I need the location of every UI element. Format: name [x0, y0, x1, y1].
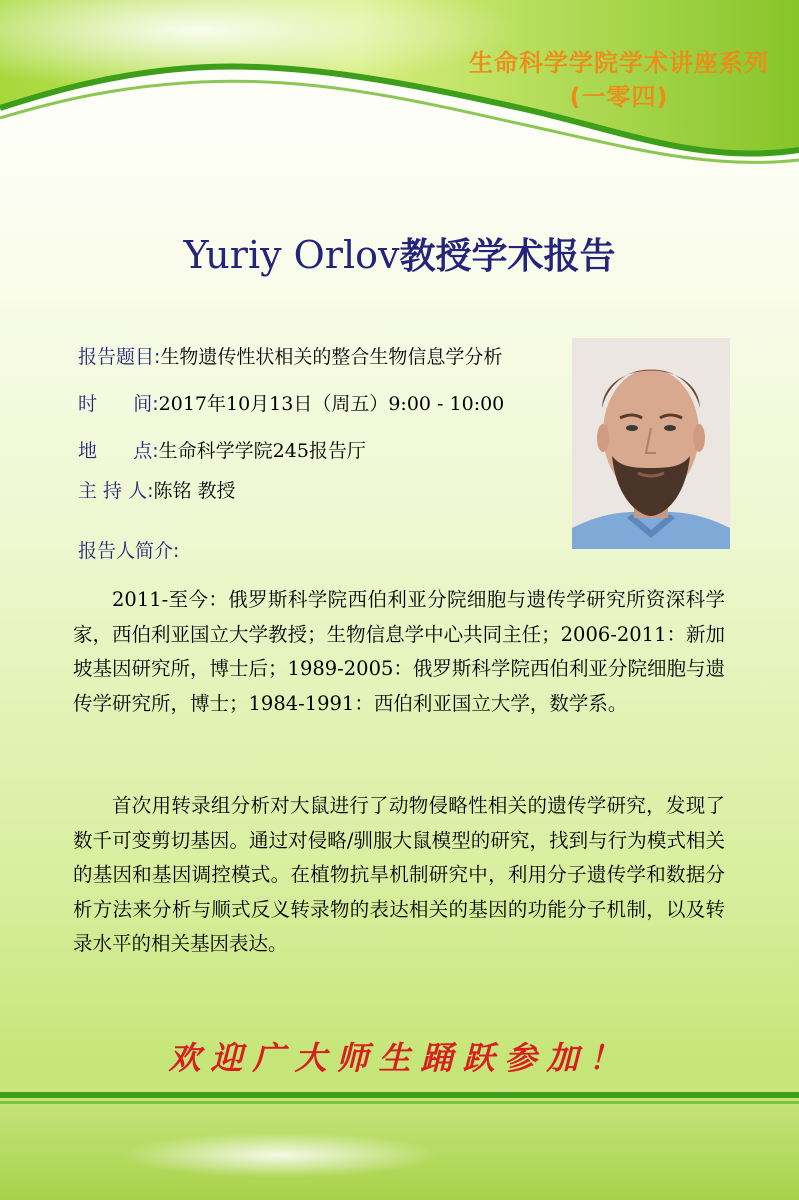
- speaker-photo: [572, 338, 730, 549]
- topic-value: 生物遗传性状相关的整合生物信息学分析: [160, 346, 503, 368]
- place-label: 地 点:: [78, 440, 159, 462]
- intro-paragraph-1: [73, 583, 725, 721]
- host-row: [78, 478, 236, 504]
- lecture-series-title: [469, 46, 769, 114]
- bottom-band-decoration: [0, 1088, 799, 1200]
- time-row: [78, 391, 504, 417]
- host-label: 主 持 人:: [78, 480, 154, 502]
- title-suffix: 教授学术报告: [399, 236, 616, 277]
- topic-row: [78, 344, 502, 370]
- time-value: 2017年10月13日（周五）9:00 - 10:00: [158, 393, 505, 415]
- intro-paragraph-1-text: 2011-至今：俄罗斯科学院西伯利亚分院细胞与遗传学研究所资深科学家，西伯利亚国立大学教授；生物信息学中心共同主任；2006-2011：新加坡基因研究所，博士后；1989-2005：俄罗斯科学院西伯利亚分院细胞与遗传学研究所，博士；1984-1991：西伯利亚国立大学，数学系。: [73, 588, 725, 715]
- speaker-name: Yuriy Orlov: [183, 233, 400, 277]
- welcome-slogan: 欢迎广大师生踊跃参加！: [168, 1039, 631, 1077]
- intro-label: 报告人简介:: [78, 540, 180, 562]
- place-value: 生命科学学院245报告厅: [158, 440, 366, 462]
- page-title: [0, 230, 799, 282]
- place-row: [78, 438, 366, 464]
- time-label: 时 间:: [78, 393, 159, 415]
- intro-paragraph-2: [73, 789, 725, 962]
- series-title-line1: 生命科学学院学术讲座系列: [469, 49, 769, 77]
- host-value: 陈铭 教授: [153, 480, 236, 502]
- intro-paragraph-2-text: 首次用转录组分析对大鼠进行了动物侵略性相关的遗传学研究，发现了数千可变剪切基因。通过对侵略/驯服大鼠模型的研究，找到与行为模式相关的基因和基因调控模式。在植物抗旱机制研究中，利用分子遗传学和数据分析方法来分析与顺式反义转录物的表达相关的基因的功能分子机制，以及转录水平的相关基因表达。: [73, 794, 725, 955]
- series-title-line2: (一零四): [569, 83, 669, 111]
- topic-label: 报告题目:: [78, 346, 161, 368]
